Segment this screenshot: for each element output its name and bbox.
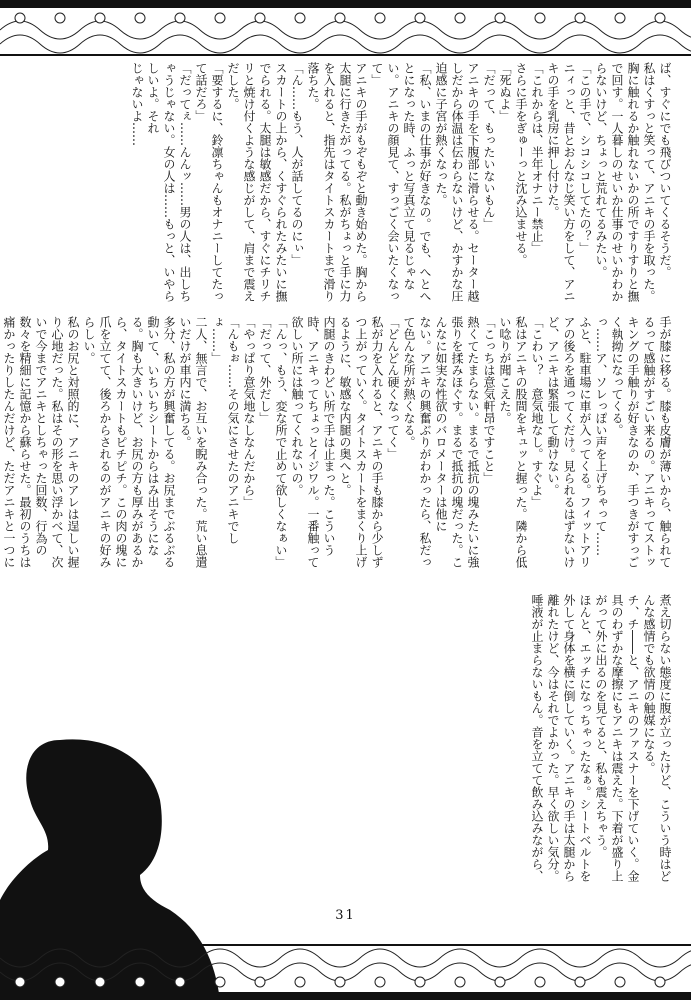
- text-paragraph: ば、すぐにでも飛びついてくるそうだ。: [658, 62, 672, 278]
- text-paragraph: 私はアニキの股間をキュッと握った。隣から低い唸りが聞こえた。: [498, 316, 528, 568]
- text-paragraph: ふと、駐車場に車が入ってくる。フィットアリアの後ろを通ってくだけ。見られるはずないけど、アニキは緊張して動けない。: [546, 316, 592, 568]
- text-column-block-top: [97, 62, 673, 304]
- text-paragraph: 私が力を入れると、アニキの手も膝から少しずつ上がっていく。タイトスカートをまくり上げるように、敏感な内腿の奥へと。: [338, 316, 384, 568]
- text-paragraph: ニィっと、昔とおんなじ笑い方をして、アニキの手を乳房に押し付けた。: [546, 62, 576, 302]
- text-paragraph: 唾液が止まらないもん。音を立てて飲み込みながら、: [530, 594, 544, 882]
- text-paragraph: 私のお尻と対照的に、アニキのアレは逞しい握り心地だった。私はその形を思い浮かべて、次いで今までアニキとしちゃった回数、行為の数々を精細に記憶から蘇らせた。最初のうちは痛かったりしたんだけど、ただアニキと一つに: [2, 316, 80, 568]
- text-paragraph: 「要するに、鈴凛ちゃんもオナニーしてたって話だろ」: [194, 62, 224, 302]
- text-paragraph: ほんと、エッチになっちゃったなぁ。シートベルトを外して身体を横に倒していく。アニキの手は太腿から離れたけど、今はそれでよかった。早く欲しい気分。: [546, 594, 592, 882]
- text-paragraph: 「どんどん硬くなってく」: [386, 316, 400, 460]
- text-paragraph: 煮え切らない態度に腹が立ったけど、こういう時はどんな感情でも欲情の触媒になる。: [642, 594, 672, 882]
- text-paragraph: 「やっぱり意気地なしなんだから」: [242, 316, 256, 508]
- text-paragraph: 二人、無言で、お互いを睨み合った。荒い息遣いだけが車内に満ちる。: [178, 316, 208, 568]
- text-paragraph: 「これからは、半年オナニー禁止」: [530, 62, 544, 254]
- text-paragraph: 「だって、外だし」: [258, 316, 272, 424]
- text-paragraph: 「こわい？ 意気地なし。すぐよ」: [530, 316, 544, 508]
- lace-border-bottom: [0, 942, 691, 1000]
- text-paragraph: 「だって、もったいないもん」: [482, 62, 496, 230]
- text-paragraph: アニキの手がもぞもぞと動き始めた。胸から太腿に行きたがってる。私がちょっと手に力を入れると、指先はタイトスカートまで滑り落ちた。: [306, 62, 368, 302]
- page-number: 31: [335, 908, 356, 923]
- text-paragraph: 熱くてたまらない。まるで抵抗の塊みたいに強張りを揉みほぐす。まるで抵抗の塊だった。こんなに如実な性欲のバロメーターは他に: [434, 316, 480, 568]
- text-paragraph: 私はくすっと笑って、アニキの手を取った。胸に触れるか触れないかの所ですりすりと撫で回す。一人暮しのせいか仕事のせいかわからないけど、ちょっと荒れてるみたい。: [594, 62, 656, 302]
- text-paragraph: 「だってぇ……んんッ……男の人は、出しちゃうじゃない。女の人は……もっと、いやらしいよ。それ: [146, 62, 192, 302]
- lace-border-top: [0, 0, 691, 58]
- text-paragraph: じゃないよ……: [130, 62, 144, 146]
- text-paragraph: アニキの手を下腹部に滑らせる。セーター越しだから体温は伝わらないけど、かすかな圧迫感に子宮が熱くなった。: [434, 62, 480, 302]
- text-column-block-middle: [2, 316, 673, 578]
- text-paragraph: ない。アニキの興奮ぶりがわかったら、私だって色んな所が熱くなる。: [402, 316, 432, 568]
- text-paragraph: 内腿のきわどい所で手は止まった。こういう時、アニキってちょっとイジワル。一番触って欲しい所には触ってくれないの。: [290, 316, 336, 568]
- text-paragraph: さらに手をぎゅーっと沈み込ませる。: [514, 62, 528, 266]
- text-paragraph: チ、チ――と、アニキのファスナーを下げていく。金具のわずかな摩擦にもアニキは震えた。下着が盛り上がって外に出るのを見てると、私も震えちゃう。: [594, 594, 640, 882]
- text-paragraph: 「私、いまの仕事が好きなの。でも、へとへとになった時、ふっと写真立て見るじゃない。アニキの顔見て、すっごく会いたくなって」: [370, 62, 432, 302]
- text-paragraph: 「んっ、もう、変な所で止めて欲しくなぁい」: [274, 316, 288, 568]
- text-paragraph: スカートの上から、くすぐられたみたいに撫でられる。太腿は敏感だから、すぐにチリチリと焼け付くような感じがして、肩まで震えだした。: [226, 62, 288, 302]
- text-paragraph: 「こっちは意気軒昂ですこと」: [482, 316, 496, 484]
- text-column-block-bottom: [233, 594, 673, 882]
- text-paragraph: っ……ア、ソレっぽい声を上げちゃって……: [594, 316, 608, 556]
- text-paragraph: 手が膝に移る。膝も皮膚が薄いから、触られてるって感触がすごい来るの。アニキってストッキングの手触りが好きなのか、手つきがすっごく執拗になってくる。: [610, 316, 672, 568]
- text-paragraph: 「この手で、シコシコしてたの？」: [578, 62, 592, 254]
- text-paragraph: 「んもぉ……その気にさせたのアニキでしょ……」: [210, 316, 240, 544]
- text-paragraph: 多分、私の方が興奮してる。お尻までぶるぶる動いて、いちいちシートからはみ出そうになる。胸も大きいけど、お尻の方も厚みがあるから、タイトスカートもピチピチ。この肉の塊に爪を立てて、後ろからされるのがアニキの好みらしい。: [82, 316, 176, 568]
- text-paragraph: 「ん……もう、人が話してるのにぃ」: [290, 62, 304, 266]
- text-paragraph: 「死ぬよ」: [498, 62, 512, 122]
